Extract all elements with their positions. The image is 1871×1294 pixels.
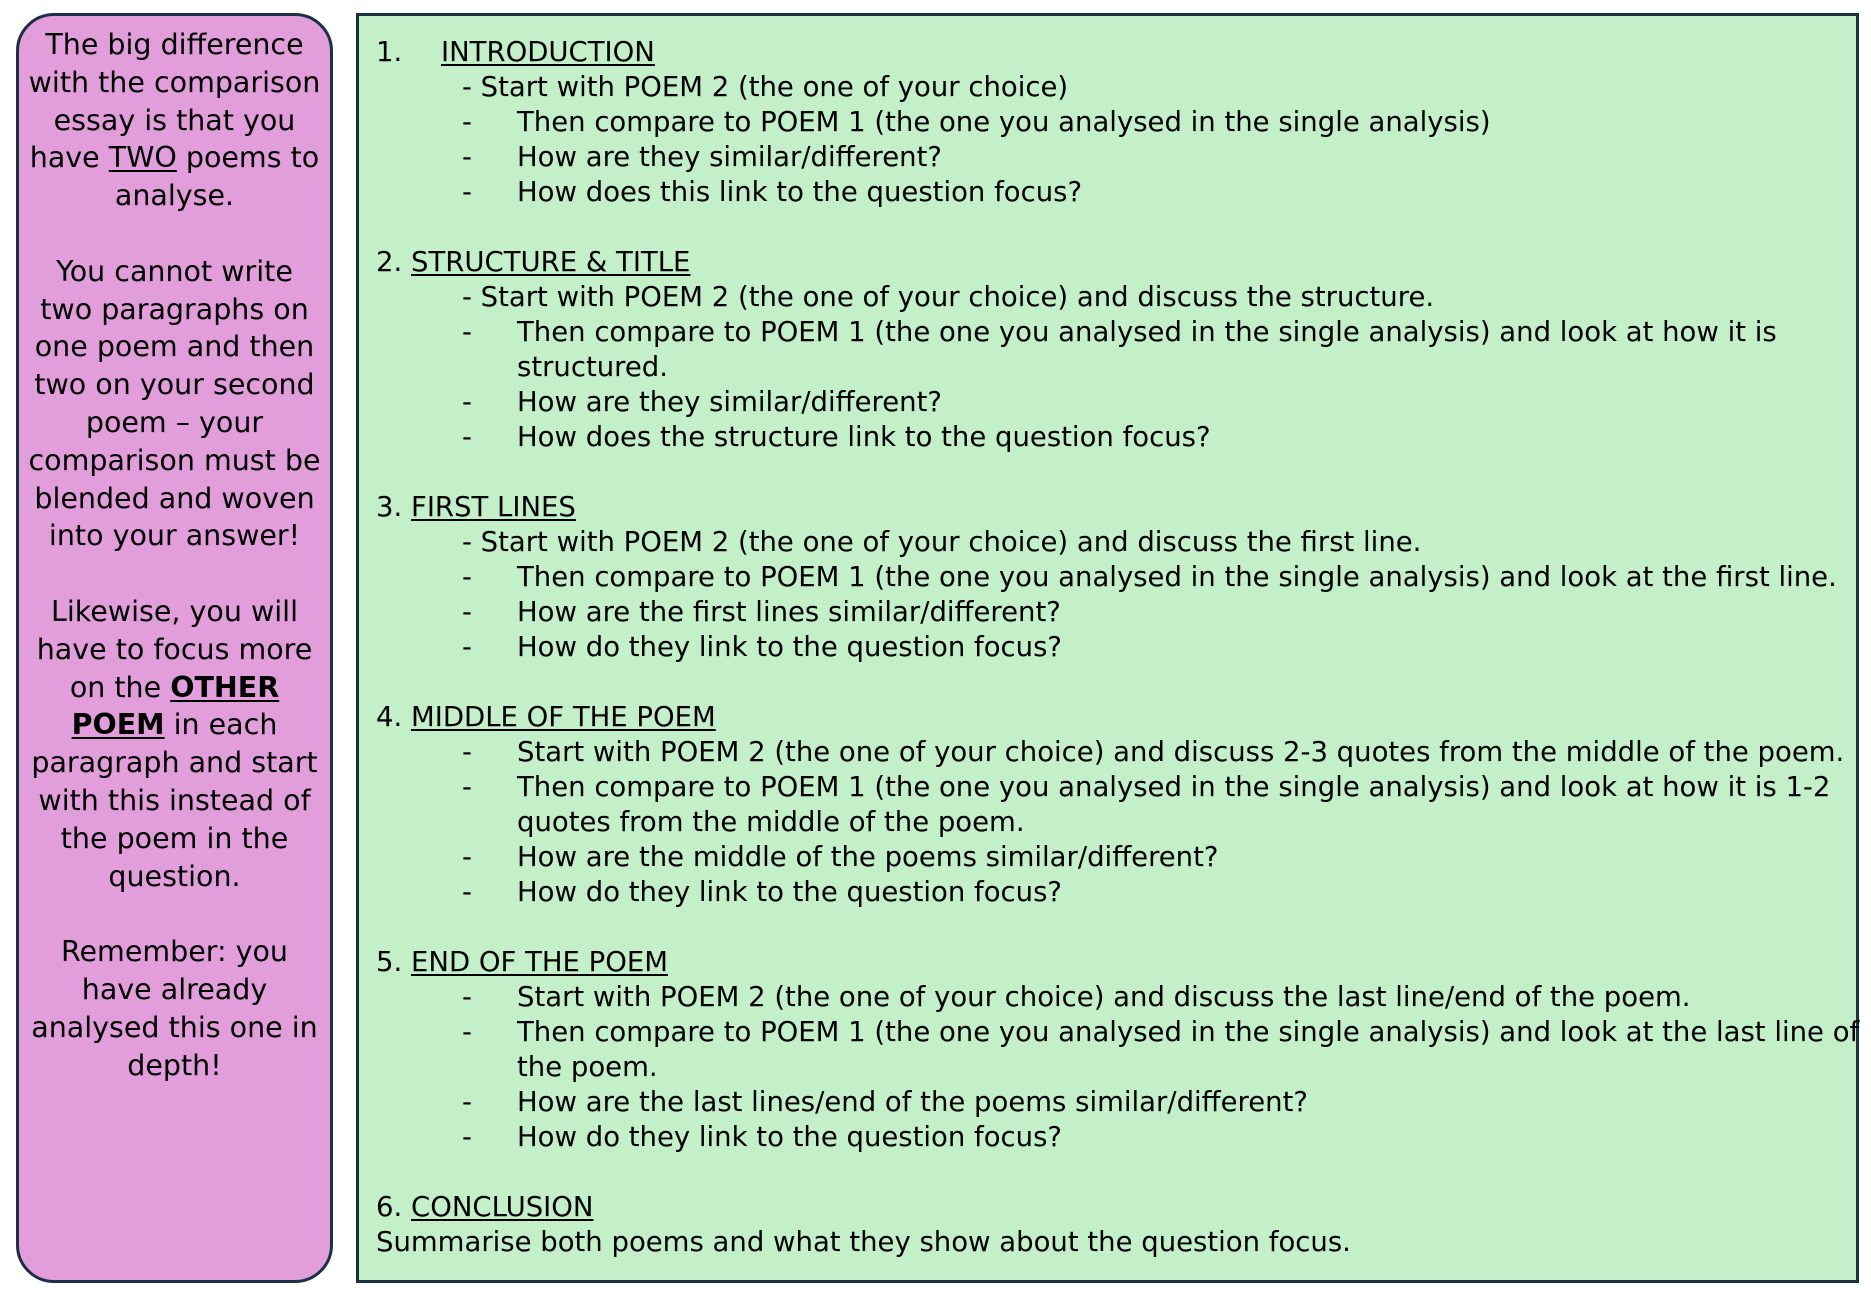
list-item: - How does the structure link to the question focus?: [462, 421, 1211, 453]
section-title: INTRODUCTION: [441, 36, 655, 68]
dash-bullet: -: [462, 106, 472, 138]
dash-bullet: -: [462, 421, 472, 453]
dash-bullet: -: [462, 141, 472, 173]
dash-bullet: -: [462, 981, 472, 1013]
sidebar-paragraph-3: Likewise, you will have to focus more on the OTHER POEM in each paragraph and start with this instead of the poem in the question.: [31, 594, 318, 893]
section-number: 5.: [376, 946, 403, 978]
section-conclusion: [376, 1190, 1846, 1260]
dash-bullet: -: [462, 631, 472, 663]
dash-bullet: -: [462, 176, 472, 208]
emphasis-other-poem: OTHER POEM: [71, 670, 280, 742]
section-heading: [376, 490, 1846, 525]
sidebar-note: [16, 13, 333, 1283]
dash-bullet: -: [462, 561, 472, 593]
list-item: - Then compare to POEM 1 (the one you analysed in the single analysis) and look at how it is 1-2 quotes from the middle of the poem.: [462, 771, 1831, 838]
section-title: STRUCTURE & TITLE: [411, 246, 691, 278]
section-number: 1.: [376, 36, 403, 68]
section-heading: [376, 1190, 1846, 1225]
list-item: - How does this link to the question focus?: [462, 176, 1083, 208]
section-middle-of-poem: [376, 700, 1846, 910]
list-item: - How do they link to the question focus?: [462, 1121, 1063, 1153]
emphasis-two: TWO: [108, 141, 177, 175]
dash-bullet: -: [462, 386, 472, 418]
list-item: - How are the middle of the poems similar/different?: [462, 841, 1219, 873]
list-item: - How are the last lines/end of the poems similar/different?: [462, 1086, 1308, 1118]
list-item: - Start with POEM 2 (the one of your choice) and discuss 2-3 quotes from the middle of the poem.: [462, 736, 1845, 768]
list-item: - How are they similar/different?: [462, 141, 942, 173]
dash-bullet: -: [462, 1121, 472, 1153]
dash-bullet: -: [462, 736, 472, 768]
sidebar-paragraph-2: You cannot write two paragraphs on one poem and then two on your second poem – your comparison must be blended and woven into your answer!: [28, 254, 321, 553]
dash-bullet: -: [462, 596, 472, 628]
section-number: 6.: [376, 1191, 403, 1223]
section-heading: [376, 945, 1846, 980]
section-title: FIRST LINES: [411, 491, 576, 523]
section-introduction: [376, 35, 1846, 210]
section-title: CONCLUSION: [411, 1191, 594, 1223]
essay-structure-guide: [356, 13, 1859, 1283]
list-item: - Then compare to POEM 1 (the one you analysed in the single analysis) and look at the last line of the poem.: [462, 1016, 1860, 1083]
list-item: - Then compare to POEM 1 (the one you analysed in the single analysis) and look at the first line.: [462, 561, 1837, 593]
dash-bullet: -: [462, 316, 472, 348]
section-lead: - Start with POEM 2 (the one of your choice) and discuss the structure.: [462, 281, 1435, 313]
section-heading: [376, 245, 1846, 280]
section-structure-title: [376, 245, 1846, 455]
list-item: - Then compare to POEM 1 (the one you analysed in the single analysis): [462, 106, 1491, 138]
section-lead: - Start with POEM 2 (the one of your choice) and discuss the first line.: [462, 526, 1422, 558]
dash-bullet: -: [462, 876, 472, 908]
section-heading: [376, 700, 1846, 735]
section-end-of-poem: [376, 945, 1860, 1155]
section-title: END OF THE POEM: [411, 946, 668, 978]
section-number: 3.: [376, 491, 403, 523]
section-heading: [376, 35, 1846, 70]
list-item: - How are the first lines similar/different?: [462, 596, 1061, 628]
section-first-lines: [376, 490, 1846, 665]
dash-bullet: -: [462, 771, 472, 803]
dash-bullet: -: [462, 1016, 472, 1048]
section-number: 2.: [376, 246, 403, 278]
list-item: - Start with POEM 2 (the one of your choice) and discuss the last line/end of the poem.: [462, 981, 1691, 1013]
section-lead: - Start with POEM 2 (the one of your choice): [462, 71, 1069, 103]
list-item: - How do they link to the question focus?: [462, 876, 1063, 908]
dash-bullet: -: [462, 1086, 472, 1118]
sidebar-paragraph-1: The big difference with the comparison essay is that you have TWO poems to analyse.: [28, 28, 321, 213]
section-title: MIDDLE OF THE POEM: [411, 701, 716, 733]
sidebar-paragraph-4: Remember: you have already analysed this one in depth!: [31, 935, 318, 1082]
list-item: - How do they link to the question focus?: [462, 631, 1063, 663]
list-item: - Then compare to POEM 1 (the one you analysed in the single analysis) and look at how it is structured.: [462, 316, 1777, 383]
dash-bullet: -: [462, 841, 472, 873]
section-number: 4.: [376, 701, 403, 733]
conclusion-text: Summarise both poems and what they show about the question focus.: [376, 1226, 1351, 1258]
list-item: - How are they similar/different?: [462, 386, 942, 418]
